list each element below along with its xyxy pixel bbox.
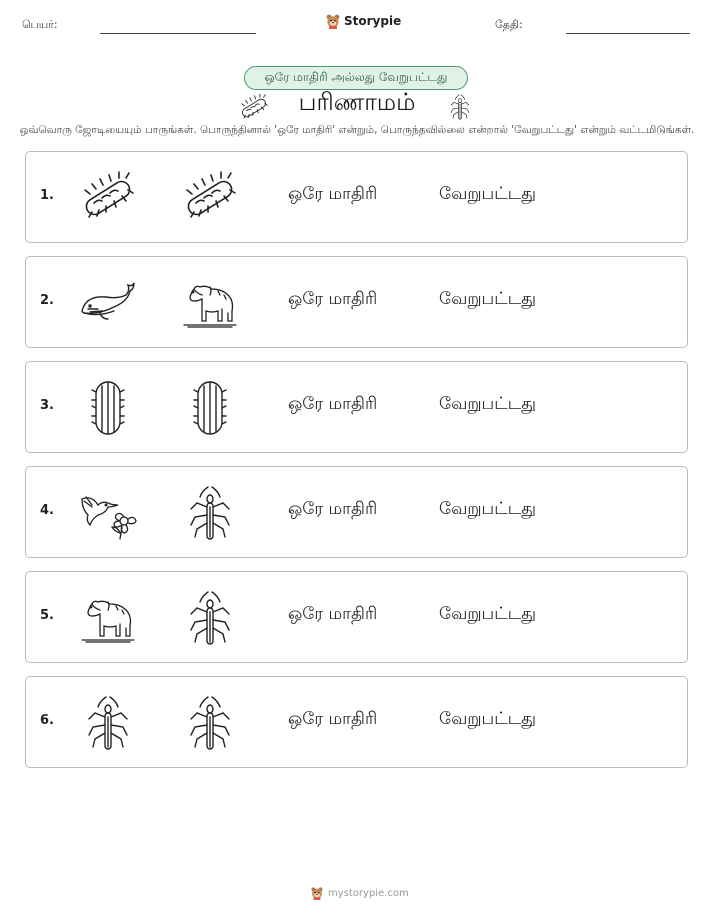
question-row — [25, 466, 688, 558]
same-option[interactable]: ஒரே மாதிரி — [288, 604, 378, 624]
different-option[interactable]: வேறுபட்டது — [439, 394, 537, 414]
storypie-bear-icon — [310, 886, 324, 900]
stick-insect-icon — [78, 693, 138, 753]
bacteria-icon — [180, 168, 240, 228]
different-option[interactable]: வேறுபட்டது — [439, 709, 537, 729]
name-label: பெயர்: — [22, 18, 58, 31]
date-line[interactable] — [566, 33, 690, 34]
question-number: 2. — [40, 293, 54, 308]
different-option[interactable]: வேறுபட்டது — [439, 289, 537, 309]
storypie-logo — [325, 13, 401, 29]
same-option[interactable]: ஒரே மாதிரி — [288, 289, 378, 309]
storypie-bear-icon — [325, 13, 341, 29]
hummingbird-flower-icon — [78, 483, 138, 543]
question-number: 5. — [40, 608, 54, 623]
cactus-icon — [78, 378, 138, 438]
stick-insect-icon — [180, 588, 240, 648]
question-row — [25, 361, 688, 453]
question-number: 3. — [40, 398, 54, 413]
page-title: பரிணாமம் — [298, 88, 416, 116]
cactus-icon — [180, 378, 240, 438]
question-row — [25, 676, 688, 768]
question-number: 4. — [40, 503, 54, 518]
question-row — [25, 256, 688, 348]
footer-url[interactable]: mystorypie.com — [328, 887, 409, 899]
footer — [310, 886, 409, 900]
different-option[interactable]: வேறுபட்டது — [439, 499, 537, 519]
question-row — [25, 151, 688, 243]
different-option[interactable]: வேறுபட்டது — [439, 184, 537, 204]
brand-name: Storypie — [344, 14, 402, 28]
worksheet-type-badge: ஒரே மாதிரி அல்லது வேறுபட்டது — [244, 66, 468, 90]
instructions: ஒவ்வொரு ஜோடியையும் பாருங்கள். பொருந்தினால் 'ஒரே மாதிரி' என்றும், பொருந்தவில்லை என்றால் 'வேறுபட்டது' என்றும் வட்டமிடுங்கள். — [19, 124, 695, 136]
stick-insect-icon — [180, 693, 240, 753]
same-option[interactable]: ஒரே மாதிரி — [288, 394, 378, 414]
question-row — [25, 571, 688, 663]
question-number: 6. — [40, 713, 54, 728]
polar-bear-icon — [180, 273, 240, 333]
stick-insect-icon — [180, 483, 240, 543]
bacteria-icon — [78, 168, 138, 228]
name-line[interactable] — [100, 33, 256, 34]
polar-bear-icon — [78, 588, 138, 648]
stick-insect-icon — [446, 90, 474, 124]
different-option[interactable]: வேறுபட்டது — [439, 604, 537, 624]
same-option[interactable]: ஒரே மாதிரி — [288, 709, 378, 729]
date-label: தேதி: — [495, 18, 523, 31]
same-option[interactable]: ஒரே மாதிரி — [288, 499, 378, 519]
question-number: 1. — [40, 188, 54, 203]
same-option[interactable]: ஒரே மாதிரி — [288, 184, 378, 204]
whale-icon — [78, 273, 138, 333]
